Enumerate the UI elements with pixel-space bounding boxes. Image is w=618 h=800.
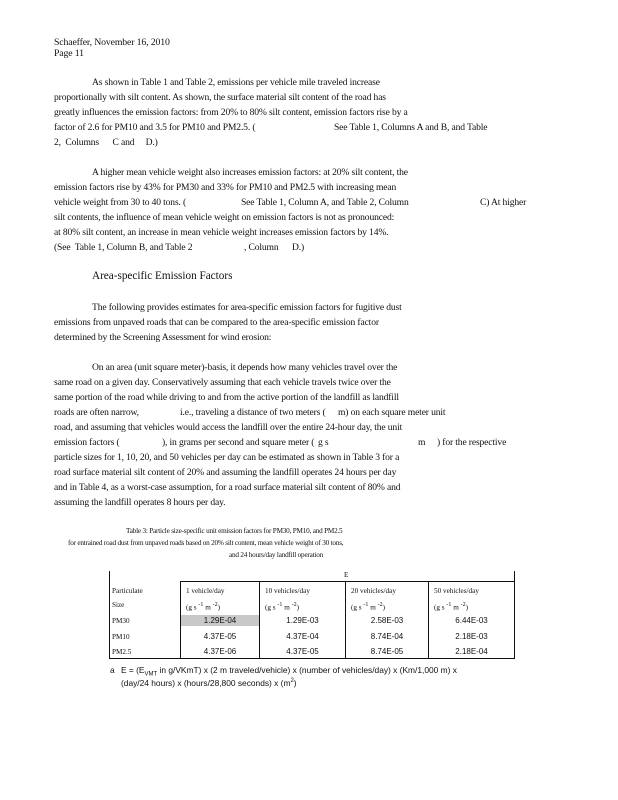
- table-border: [109, 658, 515, 659]
- table-cell: 6.44E-03: [455, 616, 488, 625]
- table-cell: 2.18E-03: [455, 632, 488, 641]
- table-cell: 4.37E-06: [203, 647, 237, 656]
- row-label: PM2.5: [112, 648, 132, 656]
- paragraph-line: emission factors rise by 43% for PM30 and 33% for PM10 and PM2.5 with increasing mean: [54, 182, 397, 193]
- table-cell: 2.58E-03: [370, 616, 404, 625]
- paragraph-line: m) on each square meter unit: [338, 407, 446, 418]
- paragraph-line: assuming the landfill operates 8 hours per day.: [54, 497, 226, 508]
- paragraph-line: proportionally with silt content. As shown, the surface material silt content of the road has: [54, 92, 386, 103]
- header-page-number: Page 11: [54, 48, 84, 59]
- table-border: [514, 571, 515, 659]
- paragraph-line: emission factors (: [54, 437, 120, 448]
- column-unit: (g s $^{-1}$ m $^{-2}$): [434, 602, 468, 612]
- paragraph-line: and in Table 4, as a worst-case assumption, for a road surface material silt content of 80% and: [54, 482, 401, 493]
- paragraph-line: same road on a given day. Conservatively assuming that each vehicle travels twice over the: [54, 377, 391, 388]
- section-heading: Area-specific Emission Factors: [92, 270, 233, 282]
- paragraph-line: emissions from unpaved roads that can be compared to the area-specific emission factor: [54, 317, 379, 328]
- table-cell-highlighted: 1.29E-04: [181, 615, 259, 626]
- paragraph-line: C) At higher: [480, 197, 527, 208]
- header-author-date: Schaeffer, November 16, 2010: [54, 37, 170, 48]
- column-unit: (g s $^{-1}$ m $^{-2}$): [186, 602, 220, 612]
- row-label: PM30: [112, 617, 130, 625]
- table-cell: 4.37E-05: [286, 647, 319, 656]
- paragraph-line: factor of 2.6 for PM10 and 3.5 for PM10 and PM2.5. (: [54, 122, 256, 133]
- column-unit: (g s $^{-1}$ m $^{-2}$): [265, 602, 299, 612]
- paragraph-line: ), in grams per second and square meter (: [162, 437, 315, 448]
- paragraph-line: greatly influences the emission factors: from 20% to 80% silt content, emission factors rise by a: [54, 107, 408, 118]
- column-header: 50 vehicles/day: [434, 587, 479, 595]
- unit-fragment: m: [418, 437, 426, 448]
- paragraph-line: same portion of the road while driving to and from the active portion of the landfill as landfill: [54, 392, 399, 403]
- table-cell: 1.29E-03: [286, 616, 319, 625]
- column-header: 10 vehicles/day: [265, 587, 310, 595]
- caption-line: Table 3: Particle size-specific unit emission factors for PM30, PM10, and PM2.5: [126, 527, 343, 535]
- table-reference: (See Table 1, Column B, and Table 2: [54, 242, 193, 253]
- paragraph-line: particle sizes for 1, 10, 20, and 50 vehicles per day can be estimated as shown in Table 3 for a: [54, 452, 400, 463]
- column-header: 1 vehicle/day: [186, 587, 225, 595]
- paragraph-line: vehicle weight from 30 to 40 tons. (: [54, 197, 187, 208]
- paragraph-line: silt contents, the influence of mean vehicle weight on emission factors is not as pronounced:: [54, 212, 395, 223]
- paragraph-line: A higher mean vehicle weight also increases emission factors: at 20% silt content, the: [92, 167, 408, 178]
- footnote-line: (day/24 hours) x (hours/28,800 seconds) x $(m^2)$: [121, 677, 297, 688]
- table-cell: 2.18E-04: [455, 647, 488, 656]
- paragraph-line: ) for the respective: [437, 437, 507, 448]
- column-header: 20 vehicles/day: [351, 587, 396, 595]
- paragraph-line: roads are often narrow,: [54, 407, 139, 418]
- paragraph-line: As shown in Table 1 and Table 2, emissions per vehicle mile traveled increase: [92, 77, 380, 88]
- unit-fragment: g s: [318, 437, 329, 448]
- emission-factor-table: [109, 571, 515, 659]
- paragraph-line: road surface material silt content of 20% and assuming the landfill operates 24 hours per day: [54, 467, 397, 478]
- table-cell: 4.37E-04: [286, 632, 319, 641]
- table-group-header: E: [344, 571, 349, 579]
- table-border: [180, 581, 515, 582]
- caption-line: for entrained road dust from unpaved roads based on 20% silt content, mean vehicle weight of 30 tons,: [68, 539, 344, 547]
- table-cell: 4.37E-05: [203, 632, 237, 641]
- table-reference: , Column D.): [244, 242, 305, 253]
- row-label: PM10: [112, 633, 130, 641]
- paragraph-line: at 80% silt content, an increase in mean vehicle weight increases emission factors by 14%.: [54, 227, 389, 238]
- paragraph-line: 2, Columns C and D.): [54, 137, 158, 148]
- row-header-title: Particulate: [112, 587, 143, 595]
- paragraph-line: determined by the Screening Assessment for wind erosion:: [54, 332, 272, 343]
- table-reference: See Table 1, Columns A and B, and Table: [334, 122, 488, 133]
- paragraph-line: road, and assuming that vehicles would access the landfill over the entire 24-hour day, the unit: [54, 422, 403, 433]
- paragraph-line: i.e., traveling a distance of two meters (: [180, 407, 326, 418]
- table-reference: See Table 1, Column A, and Table 2, Column: [241, 197, 409, 208]
- column-unit: (g s $^{-1}$ m $^{-2}$): [351, 602, 385, 612]
- caption-line: and 24 hours/day landfill operation: [229, 551, 324, 559]
- footnote-marker: a: [110, 665, 115, 675]
- table-border: [109, 571, 110, 659]
- row-header-title: Size: [112, 601, 125, 609]
- table-cell: 8.74E-04: [370, 632, 404, 641]
- table-cell: 8.74E-05: [370, 647, 404, 656]
- footnote-line: $E = (E_{VMT}$ in g/VKmT) x (2 m traveled/vehicle) x (number of vehicles/day) x (Km/1,000 m) x: [121, 665, 457, 678]
- paragraph-line: The following provides estimates for area-specific emission factors for fugitive dust: [92, 302, 402, 313]
- paragraph-line: On an area (unit square meter)-basis, it depends how many vehicles travel over the: [92, 362, 398, 373]
